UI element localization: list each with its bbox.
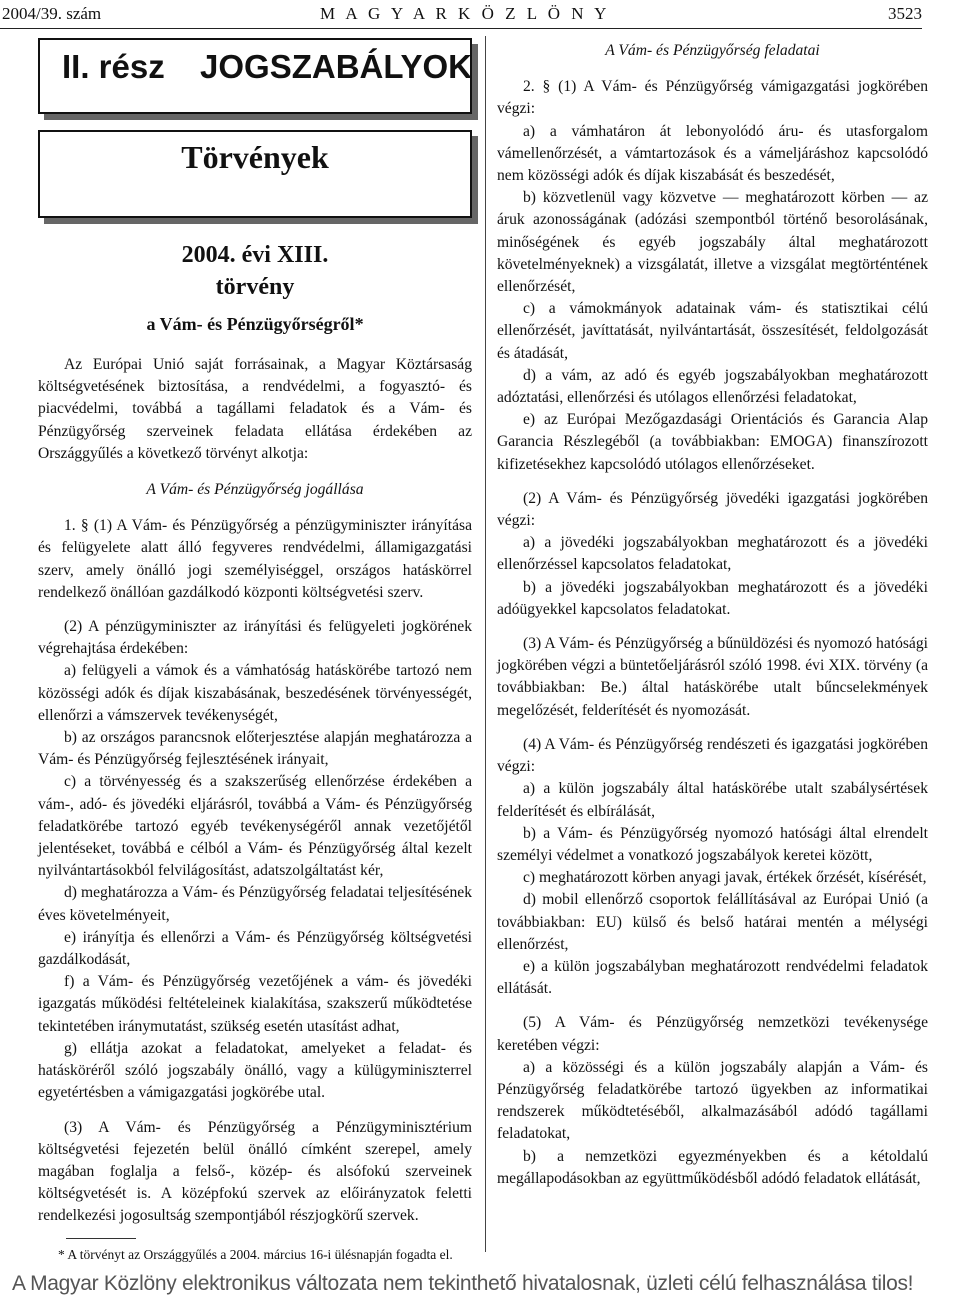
- list-item: d) a vám, az adó és egyéb jogszabályokban meghatározott adóztatási, ellenőrzési és utólagos ellenőrzési feladatokat,: [497, 366, 928, 407]
- paragraph: 2. § (1) A Vám- és Pénzügyőrség vámigazgatási jogkörében végzi:: [497, 78, 928, 118]
- law-id: 2004. évi XIII.: [181, 242, 329, 268]
- section-title: Törvények: [181, 139, 329, 175]
- part-label: II. rész: [62, 48, 165, 85]
- list-item: b) az országos parancsnok előterjesztése alapján meghatározza a Vám- és Pénzügyőrség fejlesztésének irányait,: [38, 729, 472, 769]
- paragraph: (2) A Vám- és Pénzügyőrség jövedéki igazgatási jogkörében végzi:: [497, 489, 928, 530]
- paragraph: (3) A Vám- és Pénzügyőrség a bűnüldözési és nyomozó hatósági jogkörében végzi a büntetőeljárásról szóló 1998. évi XIX. törvény (a továbbiakban: Be.) által hatáskörébe utalt bűncselekmények megelőzését, felderítését és nyomozását.: [497, 635, 928, 719]
- list-item: d) mobil ellenőrző csoportok felállításával az Európai Unió (a továbbiakban: EU) külső és belső határai mentén a mélységi ellenőrzést,: [497, 891, 928, 953]
- left-section-heading: A Vám- és Pénzügyőrség jogállása: [146, 481, 364, 499]
- column-divider: [485, 36, 486, 1252]
- header-rule: [0, 28, 922, 29]
- paragraph: (4) A Vám- és Pénzügyőrség rendészeti és igazgatási jogkörében végzi:: [497, 735, 928, 776]
- list-item: e) az Európai Mezőgazdasági Orientációs és Garancia Alap Garancia Részlegéből (a továbbiakban: EMOGA) finanszírozott kifizetésekhez kapcsolódó utólagos ellenőrzéseket.: [497, 411, 928, 473]
- list-item: a) a külön jogszabály által hatáskörébe utalt szabálysértések felderítését és elbírálását,: [497, 780, 928, 820]
- part-banner: [38, 38, 472, 114]
- paragraph: 1. § (1) A Vám- és Pénzügyőrség a pénzügyminiszter irányítása és felügyelete alatt álló fegyveres rendvédelmi, államigazgatási szerv, amely önálló jogi személyiséggel, országos hatáskörrel rendelkező önállóan gazdálkodó központi költségvetési szerv.: [38, 517, 472, 601]
- list-item: e) irányítja és ellenőrzi a Vám- és Pénzügyőrség költségvetési gazdálkodását,: [38, 928, 472, 969]
- list-item: a) a vámhatáron át lebonyolódó áru- és utasforgalom vámellenőrzését, a vámtartozások és a vámeljáráshoz kapcsolódó nem közösségi adók és díjak kiszabását és beszedését,: [497, 122, 928, 185]
- journal-title: M A G Y A R K Ö Z L Ö N Y: [320, 4, 610, 23]
- issue-number: 2004/39. szám: [2, 4, 102, 23]
- disclaimer-banner: A Magyar Közlöny elektronikus változata nem tekinthető hivatalosnak, üzleti célú felhasználása tilos!: [12, 1272, 914, 1295]
- list-item: a) felügyeli a vámok és a vámhatóság hatáskörébe tartozó nem közösségi adók és díjak kiszabásának, beszedésének törvényességét, ellenőrzi a vámszervek tevékenységét,: [38, 662, 472, 724]
- list-item: f) a Vám- és Pénzügyőrség vezetőjének a vám- és jövedéki igazgatás működési feltételeinek kialakítása, szakszerű működtetése tekintetében iránymutatást, szükség esetén utasítást adhat,: [38, 973, 472, 1035]
- page-header: [0, 2, 960, 28]
- right-column: [497, 40, 928, 1190]
- paragraph: (3) A Vám- és Pénzügyőrség a Pénzügyminisztérium költségvetési fejezetén belül önálló címként szerepel, amely magában foglalja a felső-, közép- és alsófokú szerveinek költségvetését is. A középfokú szervek az előirányzatok feletti rendelkezési jogosultság szempontjából részjogkörű szervek.: [38, 1118, 472, 1225]
- list-item: a) a jövedéki jogszabályokban meghatározott és a jövedéki ellenőrzéssel kapcsolatos feladatokat,: [497, 534, 928, 574]
- footnote: * A törvényt az Országgyűlés a 2004. március 16-i ülésnapján fogadta el.: [58, 1246, 453, 1262]
- list-item: b) a jövedéki jogszabályokban meghatározott és a jövedéki adóügyekkel kapcsolatos feladatokat.: [497, 578, 928, 618]
- list-item: d) meghatározza a Vám- és Pénzügyőrség feladatai teljesítésének éves követelményeit,: [38, 884, 472, 924]
- list-item: c) a vámokmányok adatainak vám- és statisztikai célú ellenőrzését, javíttatását, nyilvántartását, összesítését, feldolgozását és átadását,: [497, 300, 928, 362]
- right-section-heading: A Vám- és Pénzügyőrség feladatai: [605, 42, 820, 59]
- preamble: Az Európai Unió saját forrásainak, a Magyar Köztársaság költségvetésének biztosítása, a rendvédelmi, a fogyasztó- és piacvédelmi, továbbá a tagállami feladatok és a Vám- és Pénzügyőrség szerveinek feladata ellátása érdekében az Országgyűlés a következő törvényt alkotja:: [38, 356, 472, 462]
- list-item: g) ellátja azokat a feladatokat, amelyeket a feladat- és hatásköréről szóló jogszabály önálló, vagy a külügyminiszterrel egyetértésben a vámigazgatási jogkörébe utal.: [38, 1039, 472, 1102]
- paragraph: (5) A Vám- és Pénzügyőrség nemzetközi tevékenysége keretében végzi:: [497, 1014, 928, 1054]
- list-item: c) meghatározott körben anyagi javak, értékek őrzését, kísérését,: [523, 869, 927, 887]
- list-item: b) a nemzetközi egyezményekben és a kétoldalú megállapodásokban az együttműködésből adódó feladatok ellátását,: [497, 1147, 928, 1187]
- page-number: 3523: [888, 4, 922, 23]
- section-banner: [38, 130, 472, 218]
- left-column: [38, 34, 472, 1264]
- law-title: a Vám- és Pénzügyőrségről*: [146, 314, 364, 334]
- footnote-rule: [66, 1238, 136, 1239]
- list-item: e) a külön jogszabályban meghatározott rendvédelmi feladatok ellátását.: [497, 957, 928, 998]
- list-item: c) a törvényesség és a szakszerűség ellenőrzése érdekében a vám-, adó- és jövedéki eljárásról, továbbá a Vám- és Pénzügyőrség feladatkörébe tartozó egyéb tevékenységéről annak vezetőjétől jelentéseket, továbbá e célból a Vám- és Pénzügyőrség által kezelt nyilvántartásokból felvilágosítást, adatszolgáltatást kér,: [38, 773, 472, 880]
- part-title: JOGSZABÁLYOK: [200, 48, 472, 85]
- list-item: b) a Vám- és Pénzügyőrség nyomozó hatósági által elrendelt személyi védelmet a vonatkozó jogszabályok keretei között,: [497, 824, 928, 864]
- list-item: b) közvetlenül vagy közvetve — meghatározott körben — az áruk azonosságának (adózási szempontból történő besorolásának, minőségének és egyéb jogszabály által meghatározott követelményeknek) a vizsgálatát, illetve a vizsgálat megtörténtének ellenőrzését,: [497, 189, 928, 296]
- law-type: törvény: [215, 274, 295, 300]
- list-item: a) a közösségi és a külön jogszabály alapján a Vám- és Pénzügyőrség feladatkörébe tartozó ügyekben az informatikai rendszerek működtetéséből, alkalmazásából adódó tagállami feladatokat,: [497, 1058, 928, 1143]
- paragraph: (2) A pénzügyminiszter az irányítási és felügyeleti jogkörének végrehajtása érdekében:: [38, 618, 472, 658]
